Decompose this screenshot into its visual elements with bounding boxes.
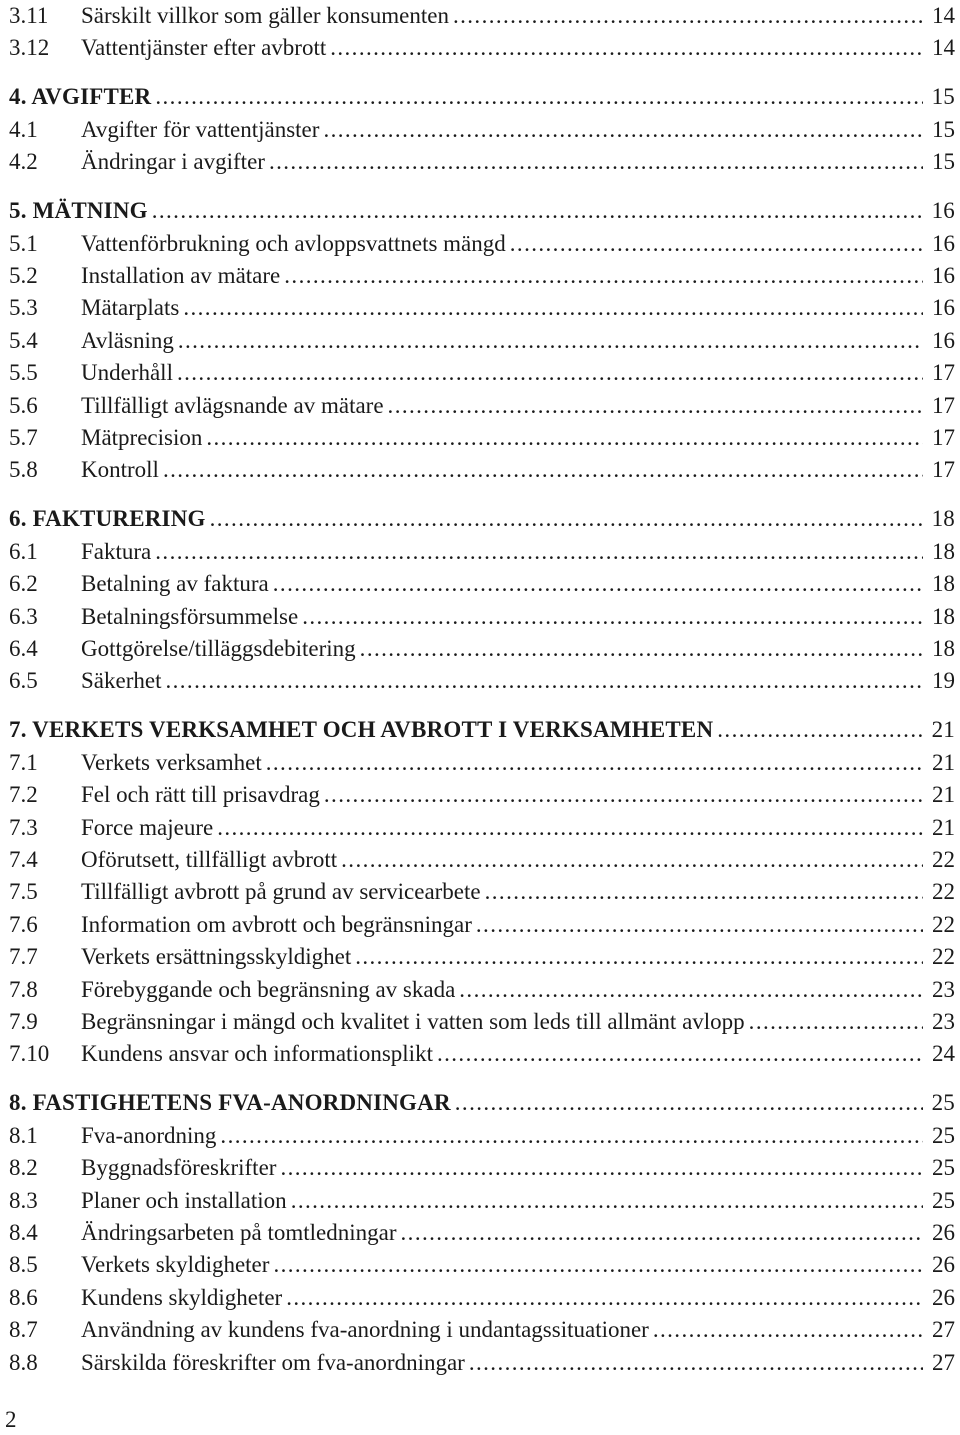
toc-entry-line [81, 974, 955, 1006]
toc-entry-page: 27 [932, 1317, 955, 1343]
toc-entry-title: Avgifter för vattentjänster [81, 116, 320, 142]
toc-entry [9, 568, 955, 600]
toc-section-heading [9, 714, 955, 746]
toc-entry [9, 941, 955, 973]
toc-entry-number: 6.3 [9, 603, 38, 629]
toc-entry-page: 21 [931, 717, 955, 743]
toc-dot-leader [360, 633, 923, 665]
toc-entry [9, 292, 955, 324]
toc-entry-title: Ändringar i avgifter [81, 149, 265, 175]
toc-entry-line [81, 292, 955, 324]
toc-entry [9, 1038, 955, 1070]
toc-entry-title: 7. VERKETS VERKSAMHET OCH AVBROTT I VERKSAMHETEN [9, 717, 714, 743]
toc-entry-page: 16 [931, 198, 955, 224]
toc-dot-leader [459, 974, 923, 1006]
toc-entry-title: Betalningsförsummelse [81, 603, 299, 629]
toc-dot-leader [324, 779, 923, 811]
toc-entry-number: 5.7 [9, 425, 38, 450]
toc-entry-line [81, 536, 955, 568]
toc-entry-number: 5.5 [9, 360, 38, 386]
toc-entry-number: 7.8 [9, 976, 38, 1002]
toc-dot-leader [152, 195, 923, 227]
toc-entry-number: 3.11 [9, 3, 49, 28]
toc-entry-line [81, 1120, 955, 1152]
toc-entry-page: 17 [932, 392, 955, 418]
toc-entry-line [81, 32, 955, 64]
toc-entry-line [81, 228, 955, 260]
toc-entry-line [81, 422, 955, 454]
toc-entry-line [81, 325, 955, 357]
toc-entry-number: 7.7 [9, 944, 38, 970]
toc-dot-leader [266, 747, 923, 779]
toc-entry-title: Tillfälligt avlägsnande av mätare [81, 392, 384, 418]
toc-entry-number: 7.2 [9, 782, 38, 808]
toc-entry-number: 5.2 [9, 263, 38, 288]
toc-entry-number: 4.2 [9, 149, 38, 175]
toc-entry-line [81, 876, 955, 908]
toc-entry-line [81, 454, 955, 486]
toc-entry-page: 26 [932, 1220, 955, 1245]
toc-dot-leader [302, 601, 923, 633]
toc-entry-page: 25 [932, 1187, 955, 1213]
toc-entry-title: Särskilt villkor som gäller konsumenten [81, 3, 449, 28]
toc-dot-leader [341, 844, 923, 876]
toc-entry-title: Information om avbrott och begränsningar [81, 911, 472, 937]
toc-entry-page: 18 [932, 538, 955, 564]
toc-entry-title: Force majeure [81, 814, 214, 840]
toc-entry-title: Byggnadsföreskrifter [81, 1155, 277, 1181]
toc-entry-title: Fva-anordning [81, 1122, 217, 1148]
toc-entry-line [81, 909, 955, 941]
toc-entry-page: 17 [932, 425, 955, 450]
toc-entry [9, 974, 955, 1006]
toc-entry-number: 7.3 [9, 814, 38, 840]
toc-dot-leader [217, 812, 923, 844]
toc-dot-leader [280, 1152, 923, 1184]
toc-entry-line [81, 633, 955, 665]
toc-entry-page: 22 [932, 944, 955, 970]
toc-entry-title: Användning av kundens fva-anordning i undantagssituationer [81, 1317, 649, 1343]
toc-entry-line [9, 195, 955, 227]
toc-entry-line [81, 0, 955, 32]
toc-dot-leader [165, 665, 923, 697]
toc-entry-page: 18 [932, 603, 955, 629]
toc-dot-leader [220, 1120, 923, 1152]
toc-dot-leader [155, 81, 923, 113]
toc-entry-title: Avläsning [81, 327, 174, 353]
toc-entry-title: Tillfälligt avbrott på grund av servicearbete [81, 879, 481, 905]
toc-entry-page: 27 [932, 1349, 955, 1375]
toc-entry-title: Mätprecision [81, 425, 203, 450]
toc-entry-line [9, 81, 955, 113]
toc-entry-title: Fel och rätt till prisavdrag [81, 782, 320, 808]
toc-entry-line [81, 747, 955, 779]
toc-section-heading [9, 195, 955, 227]
toc-entry-number: 8.2 [9, 1155, 38, 1181]
toc-entry-number: 5.6 [9, 392, 38, 418]
toc-entry-title: Verkets skyldigheter [81, 1252, 270, 1278]
toc-entry-number: 7.10 [9, 1041, 50, 1067]
toc-entry-page: 23 [932, 976, 955, 1002]
toc-entry-page: 18 [931, 506, 955, 532]
toc-dot-leader [455, 1087, 923, 1119]
toc-dot-leader [177, 357, 923, 389]
toc-entry-title: 4. AVGIFTER [9, 84, 152, 110]
toc-entry-page: 16 [932, 295, 955, 321]
toc-entry [9, 422, 955, 454]
toc-entry-title: Vattenförbrukning och avloppsvattnets mängd [81, 230, 506, 256]
toc-dot-leader [653, 1314, 923, 1346]
toc-entry [9, 665, 955, 697]
toc-entry-number: 5.3 [9, 295, 38, 321]
toc-entry-line [81, 1249, 955, 1281]
toc-entry-number: 8.4 [9, 1220, 38, 1245]
toc-entry-title: Betalning av faktura [81, 571, 269, 597]
toc-entry-number: 8.1 [9, 1122, 38, 1148]
toc-dot-leader [323, 114, 923, 146]
toc-entry-line [81, 1282, 955, 1314]
toc-entry-title: 5. MÄTNING [9, 198, 148, 224]
toc-entry-line [81, 779, 955, 811]
toc-entry-line [81, 568, 955, 600]
toc-entry-number: 7.9 [9, 1009, 38, 1034]
toc-entry-title: Säkerhet [81, 668, 162, 694]
toc-entry [9, 876, 955, 908]
toc-entry [9, 146, 955, 178]
toc-entry-line [81, 1347, 955, 1379]
toc-entry-number: 5.4 [9, 327, 38, 353]
toc-entry-line [81, 601, 955, 633]
toc-entry-line [81, 665, 955, 697]
toc-entry [9, 1217, 955, 1249]
toc-entry-page: 22 [932, 847, 955, 872]
toc-entry [9, 1347, 955, 1379]
toc-entry [9, 844, 955, 876]
toc-entry-title: Gottgörelse/tilläggsdebitering [81, 636, 356, 661]
toc-entry-title: Kontroll [81, 457, 159, 483]
toc-entry-number: 6.2 [9, 571, 38, 597]
toc-entry-page: 25 [932, 1122, 955, 1148]
toc-dot-leader [163, 454, 923, 486]
toc-dot-leader [269, 146, 923, 178]
toc-entry-line [81, 941, 955, 973]
toc-entry-line [81, 1152, 955, 1184]
toc-entry-title: Verkets verksamhet [81, 749, 262, 775]
toc-entry [9, 228, 955, 260]
toc-entry-line [81, 1185, 955, 1217]
toc-entry-number: 5.1 [9, 230, 38, 256]
toc-entry-page: 19 [932, 668, 955, 694]
page-number: 2 [5, 1407, 17, 1432]
toc-entry-title: Underhåll [81, 360, 173, 386]
toc-entry-page: 26 [932, 1284, 955, 1310]
toc-entry-page: 16 [932, 327, 955, 353]
toc-entry-page: 17 [932, 457, 955, 483]
toc-entry-line [81, 1217, 955, 1249]
toc-dot-leader [330, 32, 923, 64]
toc-entry-number: 7.1 [9, 749, 38, 775]
toc-entry-page: 25 [931, 1090, 955, 1116]
toc-entry-number: 7.6 [9, 911, 38, 937]
toc-dot-leader [178, 325, 923, 357]
toc-entry-title: Oförutsett, tillfälligt avbrott [81, 847, 338, 872]
toc-entry-page: 15 [932, 149, 955, 175]
toc-entry [9, 601, 955, 633]
toc-entry-page: 14 [932, 35, 955, 61]
toc-entry-title: 8. FASTIGHETENS FVA-ANORDNINGAR [9, 1090, 451, 1116]
toc-dot-leader [155, 536, 923, 568]
toc-dot-leader [510, 228, 923, 260]
toc-entry-title: Kundens ansvar och informationsplikt [81, 1041, 433, 1067]
toc-entry-line [9, 503, 955, 535]
toc-entry-number: 4.1 [9, 116, 38, 142]
toc-entry [9, 0, 955, 32]
toc-entry-title: Ändringsarbeten på tomtledningar [81, 1220, 397, 1245]
toc-entry-number: 6.4 [9, 636, 38, 661]
toc-entry-page: 14 [932, 3, 955, 28]
toc-dot-leader [388, 390, 923, 422]
toc-entry-page: 22 [932, 879, 955, 905]
toc-entry [9, 390, 955, 422]
toc-entry [9, 1152, 955, 1184]
toc-entry-title: Verkets ersättningsskyldighet [81, 944, 352, 970]
toc-entry-title: Förebyggande och begränsning av skada [81, 976, 456, 1002]
toc-dot-leader [210, 503, 923, 535]
toc-entry-line [81, 260, 955, 292]
toc-entry [9, 260, 955, 292]
toc-section-heading [9, 81, 955, 113]
toc-dot-leader [273, 1249, 923, 1281]
toc-entry-number: 7.4 [9, 847, 38, 872]
toc-entry-page: 21 [932, 782, 955, 808]
toc-entry-line [81, 146, 955, 178]
toc-entry-page: 23 [932, 1009, 955, 1034]
toc-entry-title: Begränsningar i mängd och kvalitet i vatten som leds till allmänt avlopp [81, 1009, 745, 1034]
toc-entry [9, 747, 955, 779]
toc-dot-leader [273, 568, 923, 600]
toc-entry-number: 8.6 [9, 1284, 38, 1310]
toc-entry [9, 1120, 955, 1152]
toc-entry-number: 8.7 [9, 1317, 38, 1343]
toc-entry-title: Installation av mätare [81, 263, 281, 288]
toc-entry-title: Faktura [81, 538, 152, 564]
toc-dot-leader [183, 292, 923, 324]
toc-entry-page: 18 [932, 571, 955, 597]
toc-entry-page: 21 [932, 814, 955, 840]
toc-entry-page: 18 [932, 636, 955, 661]
toc-entry [9, 1249, 955, 1281]
toc-entry [9, 454, 955, 486]
toc-dot-leader [749, 1006, 923, 1038]
toc-dot-leader [401, 1217, 923, 1249]
toc-entry-title: Kundens skyldigheter [81, 1284, 283, 1310]
toc-dot-leader [717, 714, 923, 746]
toc-entry [9, 357, 955, 389]
toc-entry-title: Planer och installation [81, 1187, 287, 1213]
toc-entry-line [81, 1314, 955, 1346]
toc-entry-number: 8.3 [9, 1187, 38, 1213]
toc-entry [9, 812, 955, 844]
toc-dot-leader [286, 1282, 923, 1314]
toc-dot-leader [291, 1185, 923, 1217]
toc-entry [9, 633, 955, 665]
toc-dot-leader [355, 941, 923, 973]
toc-entry-page: 22 [932, 911, 955, 937]
toc-entry [9, 1314, 955, 1346]
toc-entry-line [81, 1006, 955, 1038]
toc-entry-page: 26 [932, 1252, 955, 1278]
toc-dot-leader [453, 0, 923, 32]
toc-entry-line [81, 812, 955, 844]
toc-dot-leader [485, 876, 923, 908]
toc-entry-title: Mätarplats [81, 295, 180, 321]
toc-dot-leader [476, 909, 923, 941]
toc-section-heading [9, 1087, 955, 1119]
toc-entry-line [81, 390, 955, 422]
toc-entry-number: 6.1 [9, 538, 38, 564]
toc-entry-number: 7.5 [9, 879, 38, 905]
toc-dot-leader [469, 1347, 923, 1379]
toc-entry-line [9, 1087, 955, 1119]
toc-dot-leader [437, 1038, 923, 1070]
toc-section-heading [9, 503, 955, 535]
toc-entry-page: 25 [932, 1155, 955, 1181]
toc-entry-title: Vattentjänster efter avbrott [81, 35, 327, 61]
toc-entry-number: 6.5 [9, 668, 38, 694]
toc-entry-line [81, 1038, 955, 1070]
toc-entry [9, 909, 955, 941]
toc-entry-title: 6. FAKTURERING [9, 506, 206, 532]
toc-entry-page: 16 [932, 263, 955, 288]
toc-entry [9, 779, 955, 811]
toc-entry-page: 24 [932, 1041, 955, 1067]
toc-dot-leader [284, 260, 923, 292]
toc-entry-number: 8.8 [9, 1349, 38, 1375]
toc-entry [9, 325, 955, 357]
toc-entry-number: 8.5 [9, 1252, 38, 1278]
toc-entry [9, 1006, 955, 1038]
toc-entry-number: 3.12 [9, 35, 50, 61]
toc-entry [9, 114, 955, 146]
toc-entry [9, 536, 955, 568]
toc-entry-page: 16 [932, 230, 955, 256]
toc-entry [9, 1185, 955, 1217]
toc-entry-title: Särskilda föreskrifter om fva-anordningar [81, 1349, 465, 1375]
toc-entry-line [81, 357, 955, 389]
toc-entry-page: 21 [932, 749, 955, 775]
toc-entry-line [9, 714, 955, 746]
toc-entry-page: 15 [931, 84, 955, 110]
toc-entry-number: 5.8 [9, 457, 38, 483]
toc-entry-page: 15 [932, 116, 955, 142]
toc-entry-line [81, 114, 955, 146]
toc-dot-leader [206, 422, 923, 454]
toc-entry-page: 17 [932, 360, 955, 386]
toc-entry [9, 1282, 955, 1314]
toc-entry-line [81, 844, 955, 876]
toc-entry [9, 32, 955, 64]
